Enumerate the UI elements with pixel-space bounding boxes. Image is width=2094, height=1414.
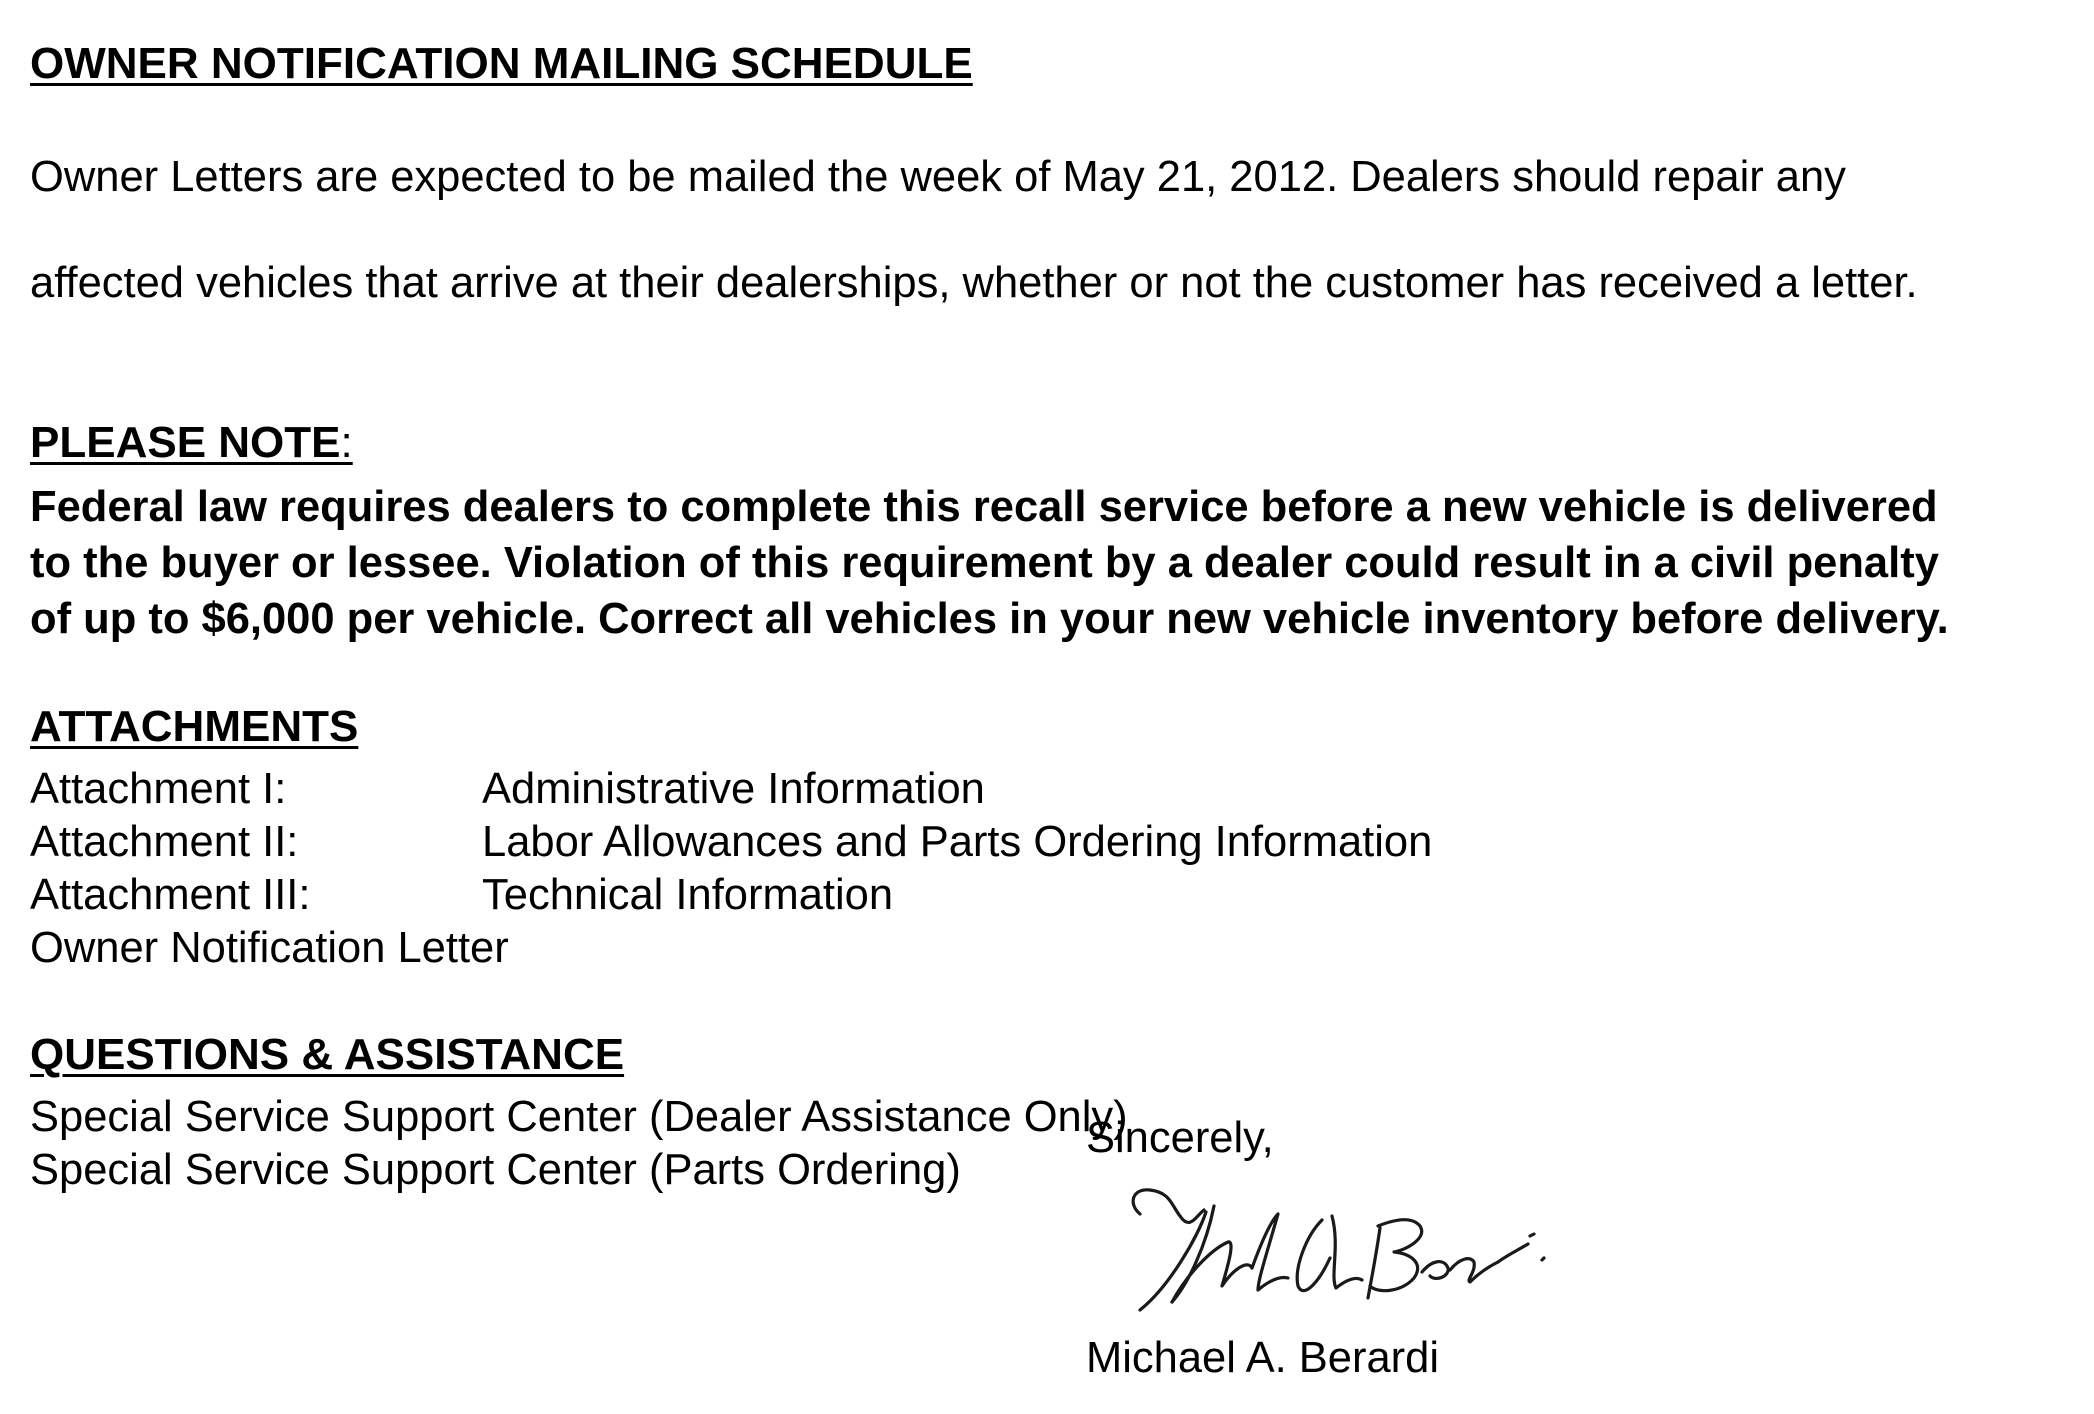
attachment-title: Labor Allowances and Parts Ordering Information <box>482 818 1433 866</box>
please-note-colon: : <box>340 418 353 467</box>
attachment-row <box>30 869 2070 922</box>
please-note-line-1: Federal law requires dealers to complete this recall service before a new vehicle is delivered <box>30 483 1938 531</box>
attachment-title: Technical Information <box>482 871 894 919</box>
support-center-item: Special Service Support Center (Parts Ordering) <box>30 1146 961 1194</box>
owner-notification-letter: Owner Notification Letter <box>30 924 509 972</box>
please-note-section <box>30 413 2070 647</box>
attachment-label: Attachment I: <box>30 765 287 813</box>
signer-name: Michael A. Berardi <box>1086 1334 1439 1382</box>
attachment-row <box>30 816 2070 869</box>
mailing-schedule-section <box>30 34 2070 363</box>
attachment-label: Attachment III: <box>30 871 311 919</box>
mailing-schedule-text <box>30 98 2070 363</box>
questions-list <box>30 1091 2070 1197</box>
closing-salutation: Sincerely, <box>1086 1114 1274 1162</box>
attachment-extra <box>30 922 2070 975</box>
attachments-section <box>30 697 2070 975</box>
please-note-text <box>30 479 2070 647</box>
please-note-line-3: of up to $6,000 per vehicle. Correct all vehicles in your new vehicle inventory before delivery. <box>30 595 1949 643</box>
signature-icon <box>1110 1176 1570 1326</box>
please-note-heading-text: PLEASE NOTE <box>30 418 341 467</box>
please-note-line-2: to the buyer or lessee. Violation of this requirement by a dealer could result in a civil penalty <box>30 539 1939 587</box>
support-center-item: Special Service Support Center (Dealer Assistance Only) <box>30 1093 1128 1141</box>
attachment-row <box>30 763 2070 816</box>
attachment-label: Attachment II: <box>30 818 299 866</box>
questions-heading: QUESTIONS & ASSISTANCE <box>30 1030 625 1079</box>
mailing-schedule-line-2: affected vehicles that arrive at their dealerships, whether or not the customer has received a letter. <box>30 259 1918 307</box>
attachments-heading: ATTACHMENTS <box>30 702 359 751</box>
please-note-heading <box>30 413 2070 473</box>
mailing-schedule-line-1: Owner Letters are expected to be mailed the week of May 21, 2012. Dealers should repair any <box>30 153 1846 201</box>
questions-section <box>30 1025 2070 1197</box>
mailing-schedule-heading: OWNER NOTIFICATION MAILING SCHEDULE <box>30 39 973 88</box>
attachments-list <box>30 763 2070 975</box>
attachment-title: Administrative Information <box>482 765 985 813</box>
document-page <box>30 34 2070 1197</box>
